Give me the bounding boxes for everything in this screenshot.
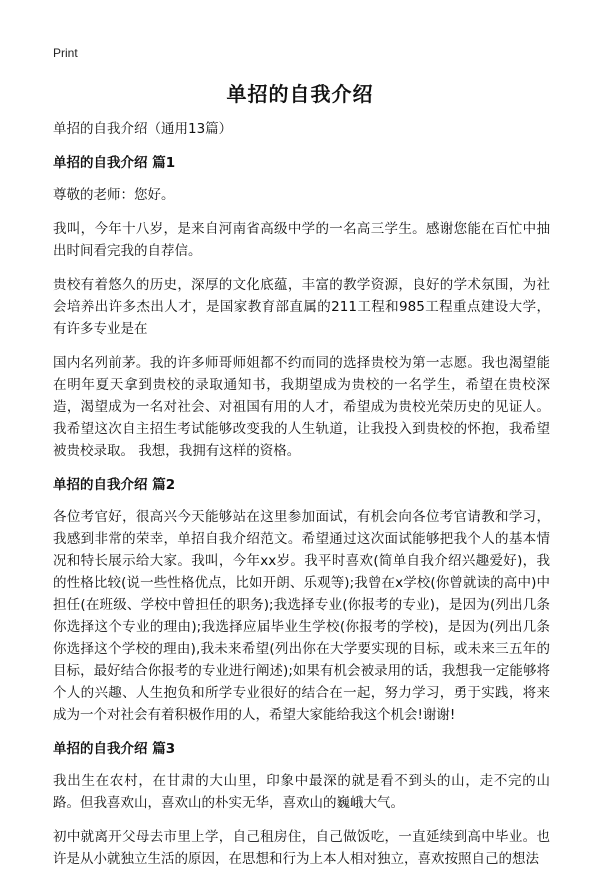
document-subtitle: 单招的自我介绍（通用13篇） (53, 121, 233, 137)
section-heading: 单招的自我介绍 篇1 (53, 155, 176, 171)
paragraph: 我出生在农村，在甘肃的大山里，印象中最深的就是看不到头的山，走不完的山路。但我喜欢山，喜欢山的朴实无华，喜欢山的巍峨大气。 (53, 773, 550, 811)
paragraph: 贵校有着悠久的历史，深厚的文化底蕴，丰富的教学资源，良好的学术氛围，为社会培养出许多杰出人才，是国家教育部直属的211工程和985工程重点建设大学，有许多专业是在 (53, 277, 550, 337)
section-heading: 单招的自我介绍 篇3 (53, 741, 176, 757)
document-body (53, 118, 550, 882)
paragraph: 各位考官好，很高兴今天能够站在这里参加面试，有机会向各位考官请教和学习，我感到非常的荣幸，单招自我介绍范文。希望通过这次面试能够把我个人的基本情况和特长展示给大家。我叫，今年xx岁。我平时喜欢(简单自我介绍兴趣爱好)，我的性格比较(说一些性格优点，比如开朗、乐观等);我曾在x学校(你曾就读的高中)中担任(在班级、学校中曾担任的职务);我选择专业(你报考的专业)，是因为(列出几条你选择这个专业的理由);我选择应届毕业生学校(你报考的学校)，是因为(列出几条你选择这个学校的理由),我未来希望(列出你在大学要实现的目标，或未来三五年的目标，最好结合你报考的专业进行阐述);如果有机会被录用的话，我想我一定能够将个人的兴趣、人生抱负和所学专业很好的结合在一起，努力学习，勇于实践，将来成为一个对社会有着积极作用的人，希望大家能给我这个机会!谢谢! (53, 509, 550, 723)
print-label[interactable]: Print (53, 46, 78, 60)
paragraph: 国内名列前茅。我的许多师哥师姐都不约而同的选择贵校为第一志愿。我也渴望能在明年夏天拿到贵校的录取通知书，我期望成为贵校的一名学生，希望在贵校深造，渴望成为一名对社会、对祖国有用的人才，希望成为贵校光荣历史的见证人。我希望这次自主招生考试能够改变我的人生轨道，让我投入到贵校的怀抱，我希望被贵校录取。 我想，我拥有这样的资格。 (53, 355, 550, 459)
page-title: 单招的自我介绍 (226, 82, 374, 106)
paragraph: 我叫，今年十八岁，是来自河南省高级中学的一名高三学生。感谢您能在百忙中抽出时间看完我的自荐信。 (53, 221, 550, 259)
paragraph: 尊敬的老师：您好。 (53, 187, 175, 203)
section-2 (53, 474, 550, 726)
section-heading: 单招的自我介绍 篇2 (53, 477, 176, 493)
section-1 (53, 152, 550, 462)
paragraph: 初中就离开父母去市里上学，自己租房住，自己做饭吃，一直延续到高中毕业。也许是从小就独立生活的原因，在思想和行为上本人相对独立，喜欢按照自己的想法 (53, 829, 550, 867)
section-3 (53, 738, 550, 870)
